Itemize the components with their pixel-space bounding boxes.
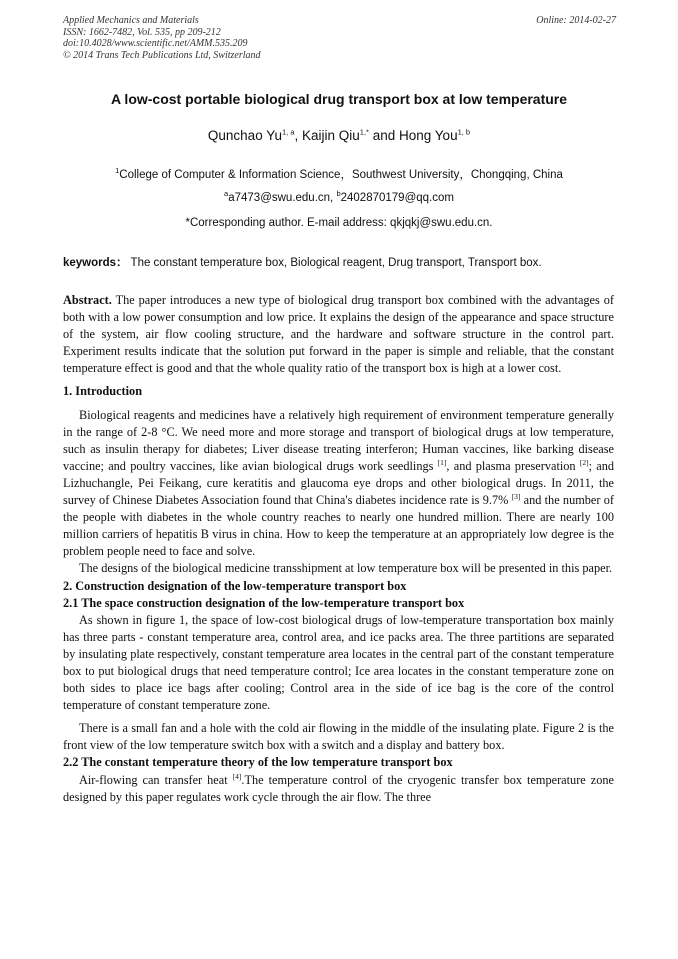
paragraph-text: and the number of the people with diabetes in the whole country reaches to nearly one hundred million. There are nearly 100 million carriers of hepatitis B virus in china. How to keep the temperature at an appropriately low degree is the problem people need to face and solve. — [63, 493, 614, 559]
author-affiliation-mark: 1,* — [359, 127, 369, 137]
journal-header — [63, 15, 261, 61]
subsection-heading: 2.2 The constant temperature theory of the low temperature transport box — [63, 755, 453, 770]
citation: [4] — [232, 771, 242, 781]
paragraph: There is a small fan and a hole with the cold air flowing in the middle of the insulating plate. Figure 2 is the front view of the low temperature switch box with a switch and a display and battery box. — [63, 721, 614, 753]
author-affiliation-mark: 1, a — [281, 127, 295, 137]
author-list — [0, 128, 678, 143]
paragraph: As shown in figure 1, the space of low-cost biological drugs of low-temperature transportation box mainly has three parts - constant temperature area, control area, and ice packs area. The three partitions are separated by insulating plate respectively, constant temperature area locates in the central part of the constant temperature box to put biological drugs that need temperature control; Ice area locates in the constant temperature zone on both sides to place ice bags after cooling; Control area in the side of ice bag is the core of the control temperature of constant temperature zone. — [63, 612, 614, 713]
journal-issn: ISSN: 1662-7482, Vol. 535, pp 209-212 — [63, 26, 221, 38]
citation: [2] — [579, 457, 589, 467]
author-emails — [0, 189, 678, 204]
paragraph-text: , and plasma preservation — [446, 458, 580, 473]
journal-copyright: © 2014 Trans Tech Publications Ltd, Switzerland — [63, 49, 261, 61]
author-name: Hong You — [399, 128, 458, 143]
email-mark: b — [336, 189, 341, 199]
paragraph-text: .The temperature control of the cryogenic transfer box temperature zone designed by this paper regulates work cycle through the air flow. The three — [63, 772, 614, 804]
corresponding-author: *Corresponding author. E-mail address: qkjqkj@swu.edu.cn. — [185, 217, 493, 229]
email-address: 2402870179@qq.com — [340, 192, 454, 204]
citation: [3] — [511, 491, 521, 501]
abstract-label: Abstract. — [63, 293, 112, 307]
author-separator: and — [368, 128, 400, 143]
email-address: a7473@swu.edu.cn, — [228, 192, 337, 204]
paragraph-text: Biological reagents and medicines have a relatively high requirement of environment temperature generally in the range of 2-8 °C. We need more and more storage and transport of biological drugs at low temperature, such as insulin therapy for diabetes; Liver disease treating interferon; Human vaccines, like barking disease vaccine; and poultry vaccines, like avian biological drugs work seedlings — [63, 407, 614, 473]
abstract — [63, 292, 614, 377]
section-heading: 1. Introduction — [63, 384, 143, 399]
keywords — [63, 254, 618, 270]
journal-name: Applied Mechanics and Materials — [63, 15, 199, 26]
citation: [1] — [437, 457, 447, 467]
paragraph: The designs of the biological medicine transshipment at low temperature box will be presented in this paper. — [79, 561, 613, 576]
keywords-text: The constant temperature box, Biological reagent, Drug transport, Transport box. — [127, 257, 542, 269]
journal-doi: doi:10.4028/www.scientific.net/AMM.535.209 — [63, 38, 248, 49]
keywords-label: keywords： — [63, 257, 128, 269]
paragraph-text: Air-flowing can transfer heat — [79, 772, 233, 787]
online-date: Online: 2014-02-27 — [536, 15, 616, 26]
author-affiliation-mark: 1, b — [457, 127, 471, 137]
email-mark: a — [224, 189, 229, 199]
paragraph — [63, 772, 614, 806]
paragraph — [63, 407, 614, 561]
author-name: Kaijin Qiu — [302, 128, 360, 143]
paper-body — [63, 292, 614, 806]
subsection-heading: 2.1 The space construction designation of the low-temperature transport box — [63, 595, 465, 610]
affiliation-mark: 1 — [115, 166, 120, 176]
section-heading: 2. Construction designation of the low-temperature transport box — [63, 578, 407, 593]
affiliation-text: College of Computer & Information Science，Southwest University，Chongqing, China — [119, 169, 563, 181]
paper-title: A low-cost portable biological drug transport box at low temperature — [110, 91, 568, 107]
author-separator: , — [294, 128, 303, 143]
affiliation — [0, 166, 678, 182]
abstract-text: The paper introduces a new type of biological drug transport box combined with the advantages of both with a low power consumption and low price. It explains the design of the appearance and space structure of the system, air flow cooling structure, and the hardware and software structure in the control part. Experiment results indicate that the solution put forward in the paper is simple and reliable, that the constant temperature effect is good and that the whole quality ratio of the transport box is high at a lower cost. — [63, 293, 614, 376]
paragraph-text: ; and Lizhuchangle, Pei Feikang, cure keratitis and glaucoma eye drops and other biological drugs. In 2011, the survey of Chinese Diabetes Association found that China's diabetes incidence rate is 9.7% — [63, 458, 614, 508]
author-name: Qunchao Yu — [207, 128, 282, 143]
